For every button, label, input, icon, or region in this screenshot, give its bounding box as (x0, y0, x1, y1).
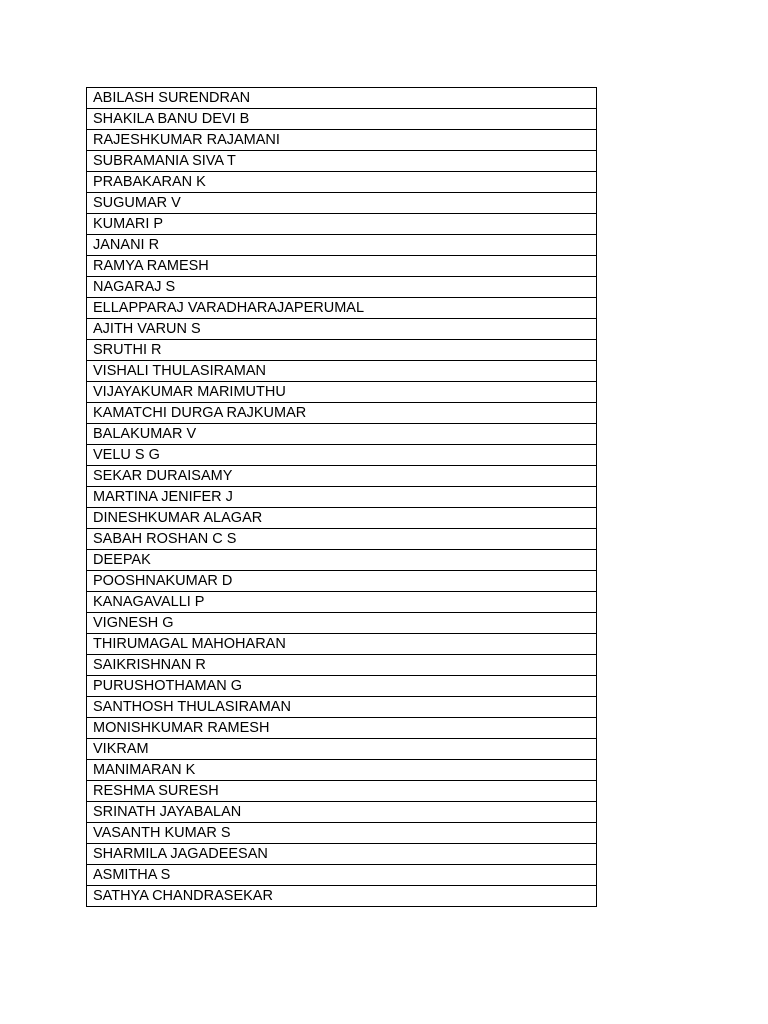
table-row (87, 592, 597, 613)
name-cell: SHARMILA JAGADEESAN (87, 844, 597, 865)
table-row (87, 823, 597, 844)
table-row (87, 424, 597, 445)
name-cell: SRINATH JAYABALAN (87, 802, 597, 823)
table-row (87, 550, 597, 571)
table-row (87, 466, 597, 487)
table-row (87, 214, 597, 235)
table-row (87, 382, 597, 403)
name-cell: SEKAR DURAISAMY (87, 466, 597, 487)
name-cell: VASANTH KUMAR S (87, 823, 597, 844)
name-cell: SUGUMAR V (87, 193, 597, 214)
name-cell: SAIKRISHNAN R (87, 655, 597, 676)
name-cell: ABILASH SURENDRAN (87, 88, 597, 109)
name-table (86, 87, 597, 907)
name-cell: VIGNESH G (87, 613, 597, 634)
name-cell: VIJAYAKUMAR MARIMUTHU (87, 382, 597, 403)
name-cell: ASMITHA S (87, 865, 597, 886)
table-row (87, 487, 597, 508)
table-row (87, 718, 597, 739)
table-row (87, 172, 597, 193)
table-row (87, 529, 597, 550)
table-row (87, 298, 597, 319)
name-cell: DEEPAK (87, 550, 597, 571)
table-row (87, 109, 597, 130)
name-cell: VELU S G (87, 445, 597, 466)
name-cell: KANAGAVALLI P (87, 592, 597, 613)
table-row (87, 193, 597, 214)
table-row (87, 781, 597, 802)
name-cell: VISHALI THULASIRAMAN (87, 361, 597, 382)
name-cell: BALAKUMAR V (87, 424, 597, 445)
table-row (87, 802, 597, 823)
name-cell: PRABAKARAN K (87, 172, 597, 193)
table-row (87, 613, 597, 634)
name-cell: SHAKILA BANU DEVI B (87, 109, 597, 130)
name-cell: MONISHKUMAR RAMESH (87, 718, 597, 739)
table-row (87, 235, 597, 256)
table-row (87, 865, 597, 886)
table-row (87, 697, 597, 718)
table-row (87, 403, 597, 424)
table-row (87, 844, 597, 865)
name-cell: VIKRAM (87, 739, 597, 760)
name-cell: DINESHKUMAR ALAGAR (87, 508, 597, 529)
table-row (87, 319, 597, 340)
name-cell: SRUTHI R (87, 340, 597, 361)
table-row (87, 88, 597, 109)
table-row (87, 508, 597, 529)
name-cell: POOSHNAKUMAR D (87, 571, 597, 592)
name-cell: JANANI R (87, 235, 597, 256)
table-row (87, 739, 597, 760)
table-row (87, 277, 597, 298)
name-cell: RAJESHKUMAR RAJAMANI (87, 130, 597, 151)
name-cell: RESHMA SURESH (87, 781, 597, 802)
name-cell: MARTINA JENIFER J (87, 487, 597, 508)
table-row (87, 760, 597, 781)
name-table-body (87, 88, 597, 907)
table-row (87, 571, 597, 592)
name-cell: NAGARAJ S (87, 277, 597, 298)
name-cell: ELLAPPARAJ VARADHARAJAPERUMAL (87, 298, 597, 319)
table-row (87, 130, 597, 151)
name-cell: SANTHOSH THULASIRAMAN (87, 697, 597, 718)
name-cell: KAMATCHI DURGA RAJKUMAR (87, 403, 597, 424)
table-row (87, 151, 597, 172)
name-cell: THIRUMAGAL MAHOHARAN (87, 634, 597, 655)
name-cell: SABAH ROSHAN C S (87, 529, 597, 550)
name-cell: PURUSHOTHAMAN G (87, 676, 597, 697)
table-row (87, 634, 597, 655)
name-cell: MANIMARAN K (87, 760, 597, 781)
table-row (87, 256, 597, 277)
name-cell: SATHYA CHANDRASEKAR (87, 886, 597, 907)
table-row (87, 361, 597, 382)
table-row (87, 340, 597, 361)
table-row (87, 445, 597, 466)
name-cell: AJITH VARUN S (87, 319, 597, 340)
table-row (87, 886, 597, 907)
name-cell: RAMYA RAMESH (87, 256, 597, 277)
table-row (87, 655, 597, 676)
table-row (87, 676, 597, 697)
name-cell: SUBRAMANIA SIVA T (87, 151, 597, 172)
name-cell: KUMARI P (87, 214, 597, 235)
